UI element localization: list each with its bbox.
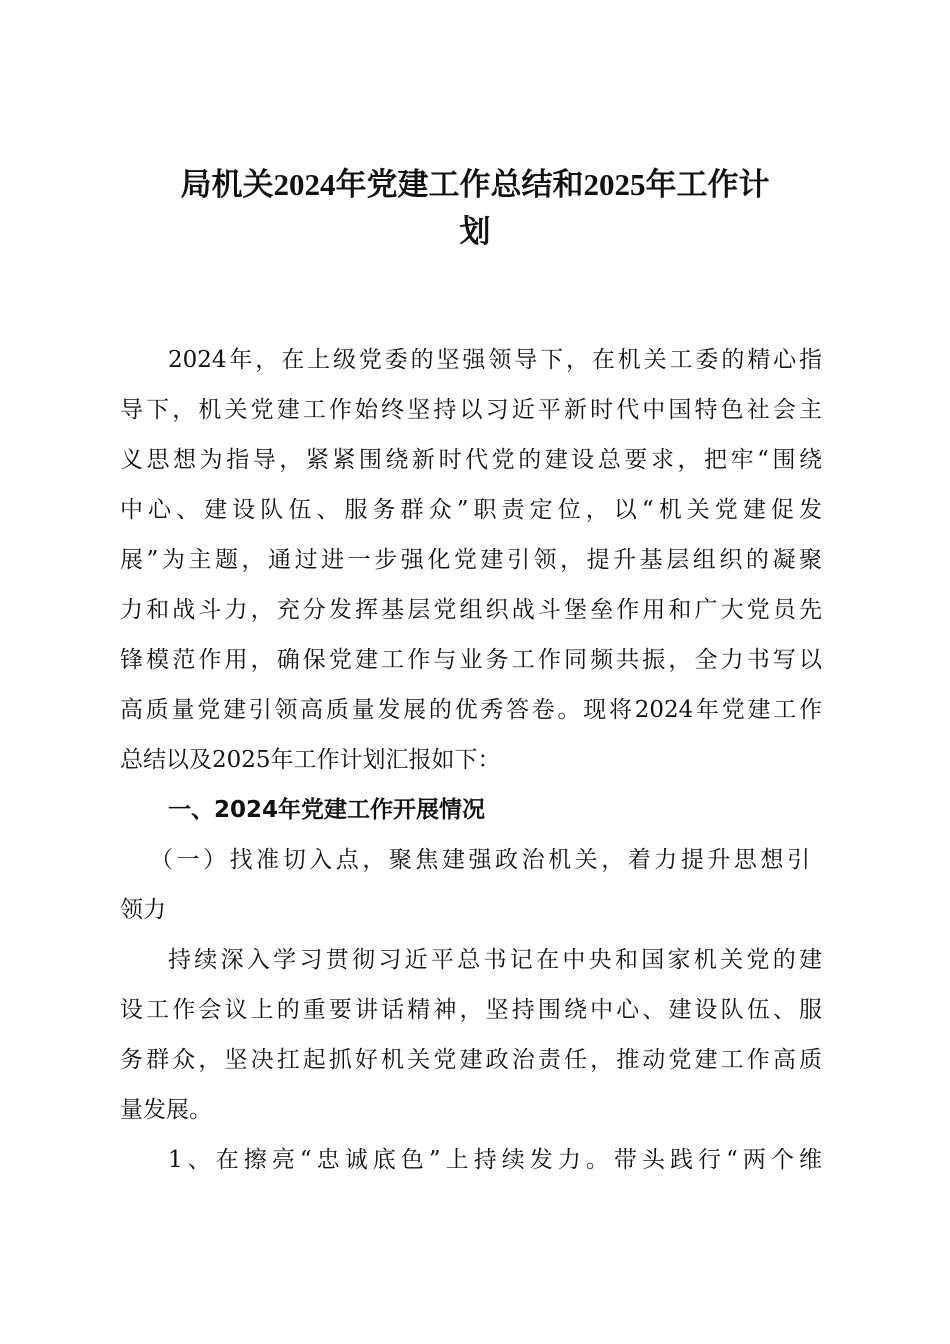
intro-line: 锋模范作用，确保党建工作与业务工作同频共振，全力书写以 [120,647,822,673]
document-title-line-2: 划 [459,214,491,249]
subsection-heading-line: （一）找准切入点，聚焦建强政治机关，着力提升思想引 [150,847,810,873]
intro-line: 导下，机关党建工作始终坚持以习近平新时代中国特色社会主 [120,397,822,423]
intro-line: 2024年，在上级党委的坚强领导下，在机关工委的精心指 [168,347,822,373]
document-title-line-1: 局机关2024年党建工作总结和2025年工作计 [180,167,770,202]
subsection-heading-line: 领力 [120,897,166,923]
paragraph-line: 量发展。 [120,1097,212,1123]
paragraph-line: 设工作会议上的重要讲话精神，坚持围绕中心、建设队伍、服 [120,997,822,1023]
section-heading: 一、2024年党建工作开展情况 [168,797,486,823]
intro-line: 义思想为指导，紧紧围绕新时代党的建设总要求，把牢“围绕 [120,447,822,473]
intro-line: 中心、建设队伍、服务群众”职责定位，以“机关党建促发 [120,497,822,523]
intro-line: 总结以及2025年工作计划汇报如下： [120,747,501,773]
paragraph-line: 1、在擦亮“忠诚底色”上持续发力。带头践行“两个维 [168,1147,822,1173]
paragraph-line: 务群众，坚决扛起抓好机关党建政治责任，推动党建工作高质 [120,1047,822,1073]
intro-line: 展”为主题，通过进一步强化党建引领，提升基层组织的凝聚 [120,547,822,573]
intro-line: 力和战斗力，充分发挥基层党组织战斗堡垒作用和广大党员先 [120,597,822,623]
intro-line: 高质量党建引领高质量发展的优秀答卷。现将2024年党建工作 [120,697,822,723]
paragraph-line: 持续深入学习贯彻习近平总书记在中央和国家机关党的建 [168,947,822,973]
